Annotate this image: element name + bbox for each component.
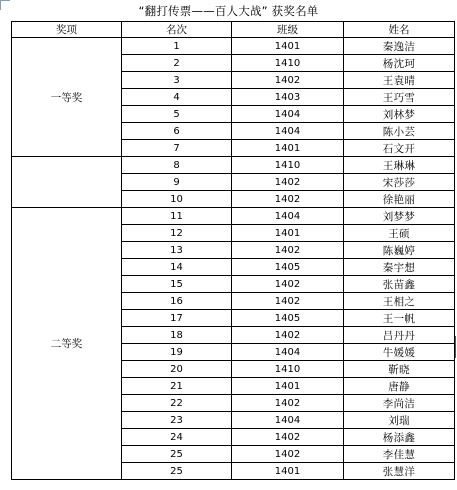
name-cell: 秦逸洁: [344, 38, 455, 55]
name-cell: 刘林梦: [344, 106, 455, 123]
rank-cell: 18: [122, 327, 232, 344]
table-row: [12, 157, 455, 174]
class-cell: 1402: [232, 395, 344, 412]
name-cell: 陈巍婷: [344, 242, 455, 259]
text-cursor: [455, 336, 456, 358]
name-cell: 宋莎莎: [344, 174, 455, 191]
prize-cell: 二等奖: [12, 208, 122, 480]
class-cell: 1404: [232, 106, 344, 123]
name-cell: 王硕: [344, 225, 455, 242]
rank-cell: 14: [122, 259, 232, 276]
rank-cell: 13: [122, 242, 232, 259]
class-cell: 1404: [232, 344, 344, 361]
class-cell: 1402: [232, 276, 344, 293]
rank-cell: 22: [122, 395, 232, 412]
class-cell: 1402: [232, 242, 344, 259]
rank-cell: 20: [122, 361, 232, 378]
award-table: [11, 21, 455, 480]
name-cell: 靳晓: [344, 361, 455, 378]
name-cell: 张慧洋: [344, 463, 455, 480]
class-cell: 1401: [232, 225, 344, 242]
class-cell: 1401: [232, 140, 344, 157]
class-cell: 1402: [232, 191, 344, 208]
class-cell: 1401: [232, 38, 344, 55]
class-cell: 1401: [232, 463, 344, 480]
class-cell: 1402: [232, 429, 344, 446]
name-cell: 杨添鑫: [344, 429, 455, 446]
rank-cell: 25: [122, 446, 232, 463]
rank-cell: 6: [122, 123, 232, 140]
name-cell: 王一帆: [344, 310, 455, 327]
name-cell: 王相之: [344, 293, 455, 310]
class-cell: 1401: [232, 378, 344, 395]
rank-cell: 23: [122, 412, 232, 429]
class-cell: 1404: [232, 412, 344, 429]
header-class: 班级: [232, 22, 344, 38]
header-row: [12, 22, 455, 38]
header-prize: 奖项: [12, 22, 122, 38]
class-cell: 1410: [232, 55, 344, 72]
prize-cell: 一等奖: [12, 38, 122, 157]
class-cell: 1402: [232, 293, 344, 310]
rank-cell: 17: [122, 310, 232, 327]
rank-cell: 7: [122, 140, 232, 157]
rank-cell: 19: [122, 344, 232, 361]
rank-cell: 2: [122, 55, 232, 72]
name-cell: 杨沈珂: [344, 55, 455, 72]
name-cell: 徐艳丽: [344, 191, 455, 208]
table-row: [12, 208, 455, 225]
name-cell: 王巧雪: [344, 89, 455, 106]
prize-cell: [12, 157, 122, 208]
rank-cell: 3: [122, 72, 232, 89]
class-cell: 1402: [232, 72, 344, 89]
class-cell: 1410: [232, 361, 344, 378]
name-cell: 唐静: [344, 378, 455, 395]
name-cell: 陈小芸: [344, 123, 455, 140]
table-row: [12, 38, 455, 55]
rank-cell: 9: [122, 174, 232, 191]
name-cell: 吕丹丹: [344, 327, 455, 344]
rank-cell: 15: [122, 276, 232, 293]
document-title: “翻打传票——百人大战” 获奖名单: [138, 4, 319, 18]
rank-cell: 16: [122, 293, 232, 310]
class-cell: 1405: [232, 310, 344, 327]
class-cell: 1403: [232, 89, 344, 106]
rank-cell: 21: [122, 378, 232, 395]
name-cell: 刘瑞: [344, 412, 455, 429]
rank-cell: 8: [122, 157, 232, 174]
name-cell: 秦宇想: [344, 259, 455, 276]
table-body: [12, 38, 455, 480]
rank-cell: 24: [122, 429, 232, 446]
rank-cell: 1: [122, 38, 232, 55]
class-cell: 1402: [232, 174, 344, 191]
class-cell: 1402: [232, 327, 344, 344]
rank-cell: 4: [122, 89, 232, 106]
name-cell: 王琳琳: [344, 157, 455, 174]
name-cell: 刘梦梦: [344, 208, 455, 225]
rank-cell: 12: [122, 225, 232, 242]
name-cell: 李佳慧: [344, 446, 455, 463]
name-cell: 张苗鑫: [344, 276, 455, 293]
rank-cell: 10: [122, 191, 232, 208]
header-name: 姓名: [344, 22, 455, 38]
class-cell: 1410: [232, 157, 344, 174]
rank-cell: 11: [122, 208, 232, 225]
name-cell: 石文开: [344, 140, 455, 157]
name-cell: 李尚洁: [344, 395, 455, 412]
class-cell: 1405: [232, 259, 344, 276]
class-cell: 1402: [232, 446, 344, 463]
class-cell: 1404: [232, 208, 344, 225]
class-cell: 1404: [232, 123, 344, 140]
header-rank: 名次: [122, 22, 232, 38]
rank-cell: 5: [122, 106, 232, 123]
rank-cell: 25: [122, 463, 232, 480]
name-cell: 王袁晴: [344, 72, 455, 89]
name-cell: 牛媛媛: [344, 344, 455, 361]
